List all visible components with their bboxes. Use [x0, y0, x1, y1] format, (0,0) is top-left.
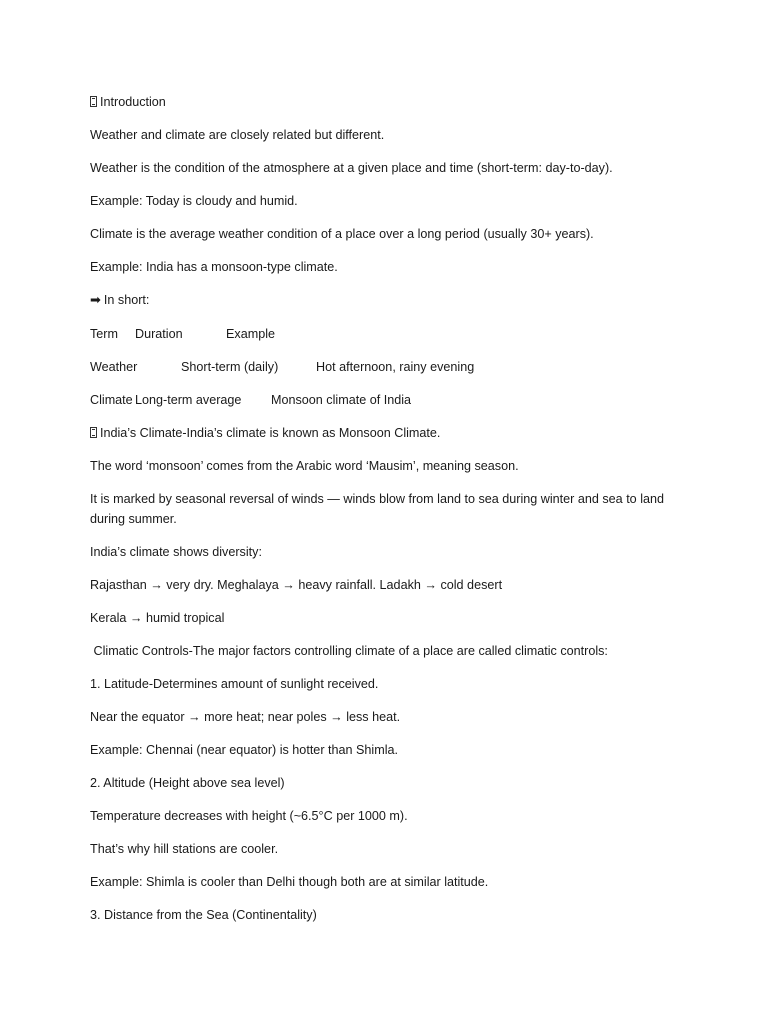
paragraph: Weather and climate are closely related but different.: [90, 128, 385, 142]
table-row: [90, 357, 690, 377]
right-arrow-icon: ➡: [90, 293, 101, 308]
paragraph: Near the equator → more heat; near poles → less heat.: [90, 710, 401, 724]
paragraph: Temperature decreases with height (~6.5°C per 1000 m).: [90, 809, 408, 823]
table-cell-duration: Short-term (daily): [181, 360, 279, 374]
document-body: [90, 92, 690, 938]
paragraph: 1. Latitude-Determines amount of sunlight received.: [90, 677, 379, 691]
paragraph: India’s climate shows diversity:: [90, 545, 262, 559]
paragraph: Climatic Controls-The major factors controlling climate of a place are called climatic controls:: [90, 644, 608, 658]
paragraph: The word ‘monsoon’ comes from the Arabic word ‘Mausim’, meaning season.: [90, 459, 519, 473]
intro-heading-line: [90, 92, 690, 112]
table-header-duration: Duration: [135, 327, 183, 341]
paragraph: It is marked by seasonal reversal of winds — winds blow from land to sea during winter and sea to land during summer.: [90, 492, 664, 526]
table-row: [90, 390, 690, 410]
paragraph: Rajasthan → very dry. Meghalaya → heavy rainfall. Ladakh → cold desert: [90, 578, 503, 592]
in-short-line: [90, 290, 690, 311]
table-header-term: Term: [90, 327, 118, 341]
paragraph: Climate is the average weather condition of a place over a long period (usually 30+ years).: [90, 227, 594, 241]
paragraph: Example: Shimla is cooler than Delhi though both are at similar latitude.: [90, 875, 489, 889]
paragraph: 3. Distance from the Sea (Continentality): [90, 908, 317, 922]
missing-glyph-icon: [90, 96, 97, 107]
paragraph: 2. Altitude (Height above sea level): [90, 776, 285, 790]
paragraph: Kerala → humid tropical: [90, 611, 225, 625]
paragraph: Weather is the condition of the atmosphere at a given place and time (short-term: day-to-day).: [90, 161, 613, 175]
india-heading-line: [90, 423, 690, 443]
table-cell-term: Weather: [90, 360, 138, 374]
paragraph: That’s why hill stations are cooler.: [90, 842, 279, 856]
in-short-label: In short:: [103, 293, 150, 307]
table-cell-example: Monsoon climate of India: [271, 393, 412, 407]
table-header-example: Example: [226, 327, 275, 341]
paragraph: Example: India has a monsoon-type climate.: [90, 260, 338, 274]
india-climate-heading: India’s Climate-India’s climate is known as Monsoon Climate.: [100, 426, 441, 440]
table-header-row: [90, 324, 690, 344]
table-cell-term: Climate: [90, 393, 133, 407]
missing-glyph-icon: [90, 427, 97, 438]
intro-heading: Introduction: [100, 95, 166, 109]
table-cell-example: Hot afternoon, rainy evening: [316, 360, 475, 374]
paragraph: Example: Today is cloudy and humid.: [90, 194, 298, 208]
paragraph: Example: Chennai (near equator) is hotter than Shimla.: [90, 743, 399, 757]
table-cell-duration: Long-term average: [135, 393, 242, 407]
